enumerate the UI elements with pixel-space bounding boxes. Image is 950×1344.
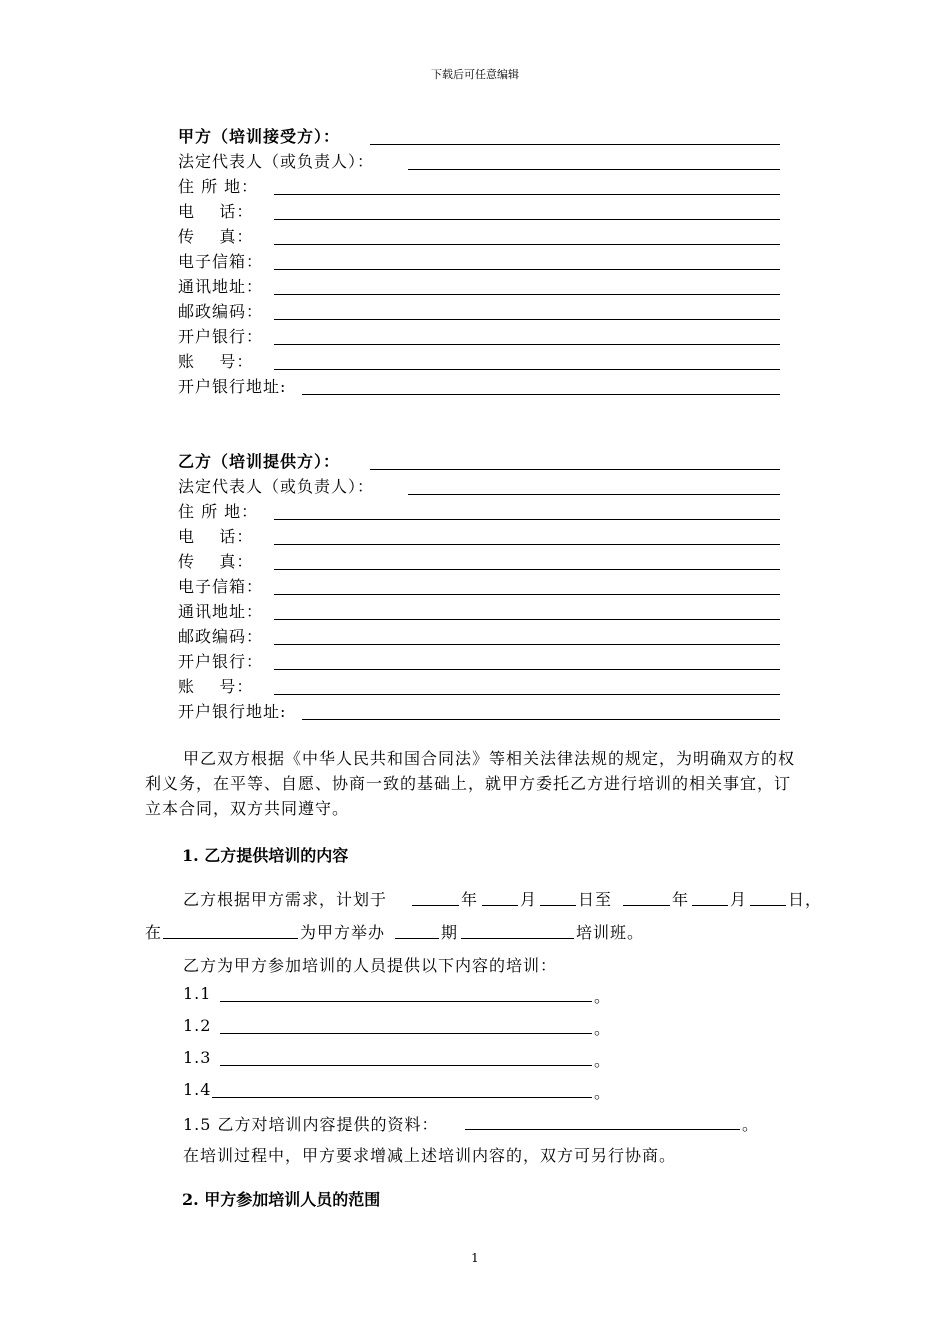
party-a-title: 甲方（培训接受方）： (178, 127, 341, 146)
party-a-rep-label: 法定代表人（或负责人）： (178, 152, 375, 171)
party-b-title: 乙方（培训提供方）： (178, 452, 341, 471)
item-1-2-label: 1.2 (183, 1016, 212, 1035)
day-to-label: 日至 (578, 890, 613, 909)
item-1-1-label: 1.1 (183, 984, 212, 1003)
party-b-fax-field[interactable] (274, 569, 780, 570)
page-header-note: 下载后可任意编辑 (431, 68, 519, 81)
item-1-3-field[interactable] (220, 1065, 592, 1066)
party-b-name-field[interactable] (370, 469, 780, 470)
party-b-bank-label: 开户银行： (178, 652, 264, 671)
party-b-domicile-field[interactable] (274, 519, 780, 520)
party-b-rep-label: 法定代表人（或负责人）： (178, 477, 375, 496)
section-2-heading: 2. 甲方参加培训人员的范围 (182, 1190, 381, 1209)
item-1-3-label: 1.3 (183, 1048, 212, 1067)
schedule-text: 乙方根据甲方需求，计划于 (183, 890, 388, 909)
party-a-bank-address-field[interactable] (302, 394, 780, 395)
party-b-bank-field[interactable] (274, 669, 780, 670)
party-b-fax-label: 传 真： (178, 552, 254, 571)
negotiation-text: 在培训过程中，甲方要求增减上述培训内容的，双方可另行协商。 (183, 1146, 677, 1165)
party-b-account-label: 账 号： (178, 677, 254, 696)
party-a-domicile-field[interactable] (274, 194, 780, 195)
end-day-field[interactable] (750, 905, 786, 906)
class-name-field[interactable] (461, 938, 574, 939)
start-day-field[interactable] (540, 905, 576, 906)
party-a-email-field[interactable] (274, 269, 780, 270)
item-1-1-field[interactable] (220, 1001, 592, 1002)
party-a-postcode-field[interactable] (274, 319, 780, 320)
party-a-postcode-label: 邮政编码： (178, 302, 264, 321)
party-b-email-label: 电子信箱： (178, 577, 264, 596)
party-a-bank-label: 开户银行： (178, 327, 264, 346)
party-b-phone-field[interactable] (274, 544, 780, 545)
item-1-2-field[interactable] (220, 1033, 592, 1034)
item-1-4-end: 。 (594, 1083, 612, 1102)
party-b-bank-address-field[interactable] (302, 719, 780, 720)
party-a-name-field[interactable] (370, 144, 780, 145)
party-b-rep-field[interactable] (408, 494, 780, 495)
host-text: 为甲方举办 (300, 923, 386, 942)
party-a-phone-field[interactable] (274, 219, 780, 220)
materials-end: 。 (742, 1115, 760, 1134)
end-month-field[interactable] (692, 905, 728, 906)
party-a-rep-field[interactable] (408, 169, 780, 170)
party-a-phone-label: 电 话： (178, 202, 254, 221)
month-label-1: 月 (520, 890, 538, 909)
party-b-account-field[interactable] (274, 694, 780, 695)
year-label-1: 年 (461, 890, 479, 909)
party-b-postcode-field[interactable] (274, 644, 780, 645)
page-number: 1 (471, 1251, 479, 1265)
party-a-address-field[interactable] (274, 294, 780, 295)
party-a-bank-address-label: 开户银行地址: (178, 377, 287, 396)
party-a-bank-field[interactable] (274, 344, 780, 345)
start-month-field[interactable] (482, 905, 518, 906)
party-b-bank-address-label: 开户银行地址: (178, 702, 287, 721)
start-year-field[interactable] (412, 905, 459, 906)
materials-field[interactable] (465, 1129, 740, 1130)
class-label: 培训班。 (576, 923, 645, 942)
period-label: 期 (441, 923, 459, 942)
party-b-domicile-label: 住 所 地： (178, 502, 259, 521)
party-a-account-field[interactable] (274, 369, 780, 370)
item-1-2-end: 。 (594, 1019, 612, 1038)
party-b-address-label: 通讯地址： (178, 602, 264, 621)
party-b-phone-label: 电 话： (178, 527, 254, 546)
party-b-postcode-label: 邮政编码： (178, 627, 264, 646)
item-1-4-label: 1.4 (183, 1080, 212, 1099)
end-year-field[interactable] (623, 905, 670, 906)
item-1-1-end: 。 (594, 987, 612, 1006)
item-1-3-end: 。 (594, 1051, 612, 1070)
party-b-email-field[interactable] (274, 594, 780, 595)
location-field[interactable] (163, 938, 298, 939)
item-1-4-field[interactable] (212, 1097, 592, 1098)
party-a-email-label: 电子信箱： (178, 252, 264, 271)
party-a-fax-field[interactable] (274, 244, 780, 245)
party-a-address-label: 通讯地址： (178, 277, 264, 296)
location-prefix: 在 (145, 923, 163, 942)
party-b-address-field[interactable] (274, 619, 780, 620)
provide-content-text: 乙方为甲方参加培训的人员提供以下内容的培训： (183, 956, 558, 975)
session-count-field[interactable] (395, 938, 439, 939)
day-label-2: 日， (788, 890, 823, 909)
section-1-heading: 1. 乙方提供培训的内容 (182, 846, 349, 865)
party-a-fax-label: 传 真： (178, 227, 254, 246)
month-label-2: 月 (730, 890, 748, 909)
party-a-domicile-label: 住 所 地： (178, 177, 259, 196)
year-label-2: 年 (672, 890, 690, 909)
intro-paragraph: 甲乙双方根据《中华人民共和国合同法》等相关法律法规的规定，为明确双方的权利义务，在平等、自愿、协商一致的基础上，就甲方委托乙方进行培训的相关事宜，订立本合同，双方共同遵守。 (145, 749, 796, 818)
party-a-account-label: 账 号： (178, 352, 254, 371)
materials-label: 1.5 乙方对培训内容提供的资料： (183, 1115, 439, 1134)
